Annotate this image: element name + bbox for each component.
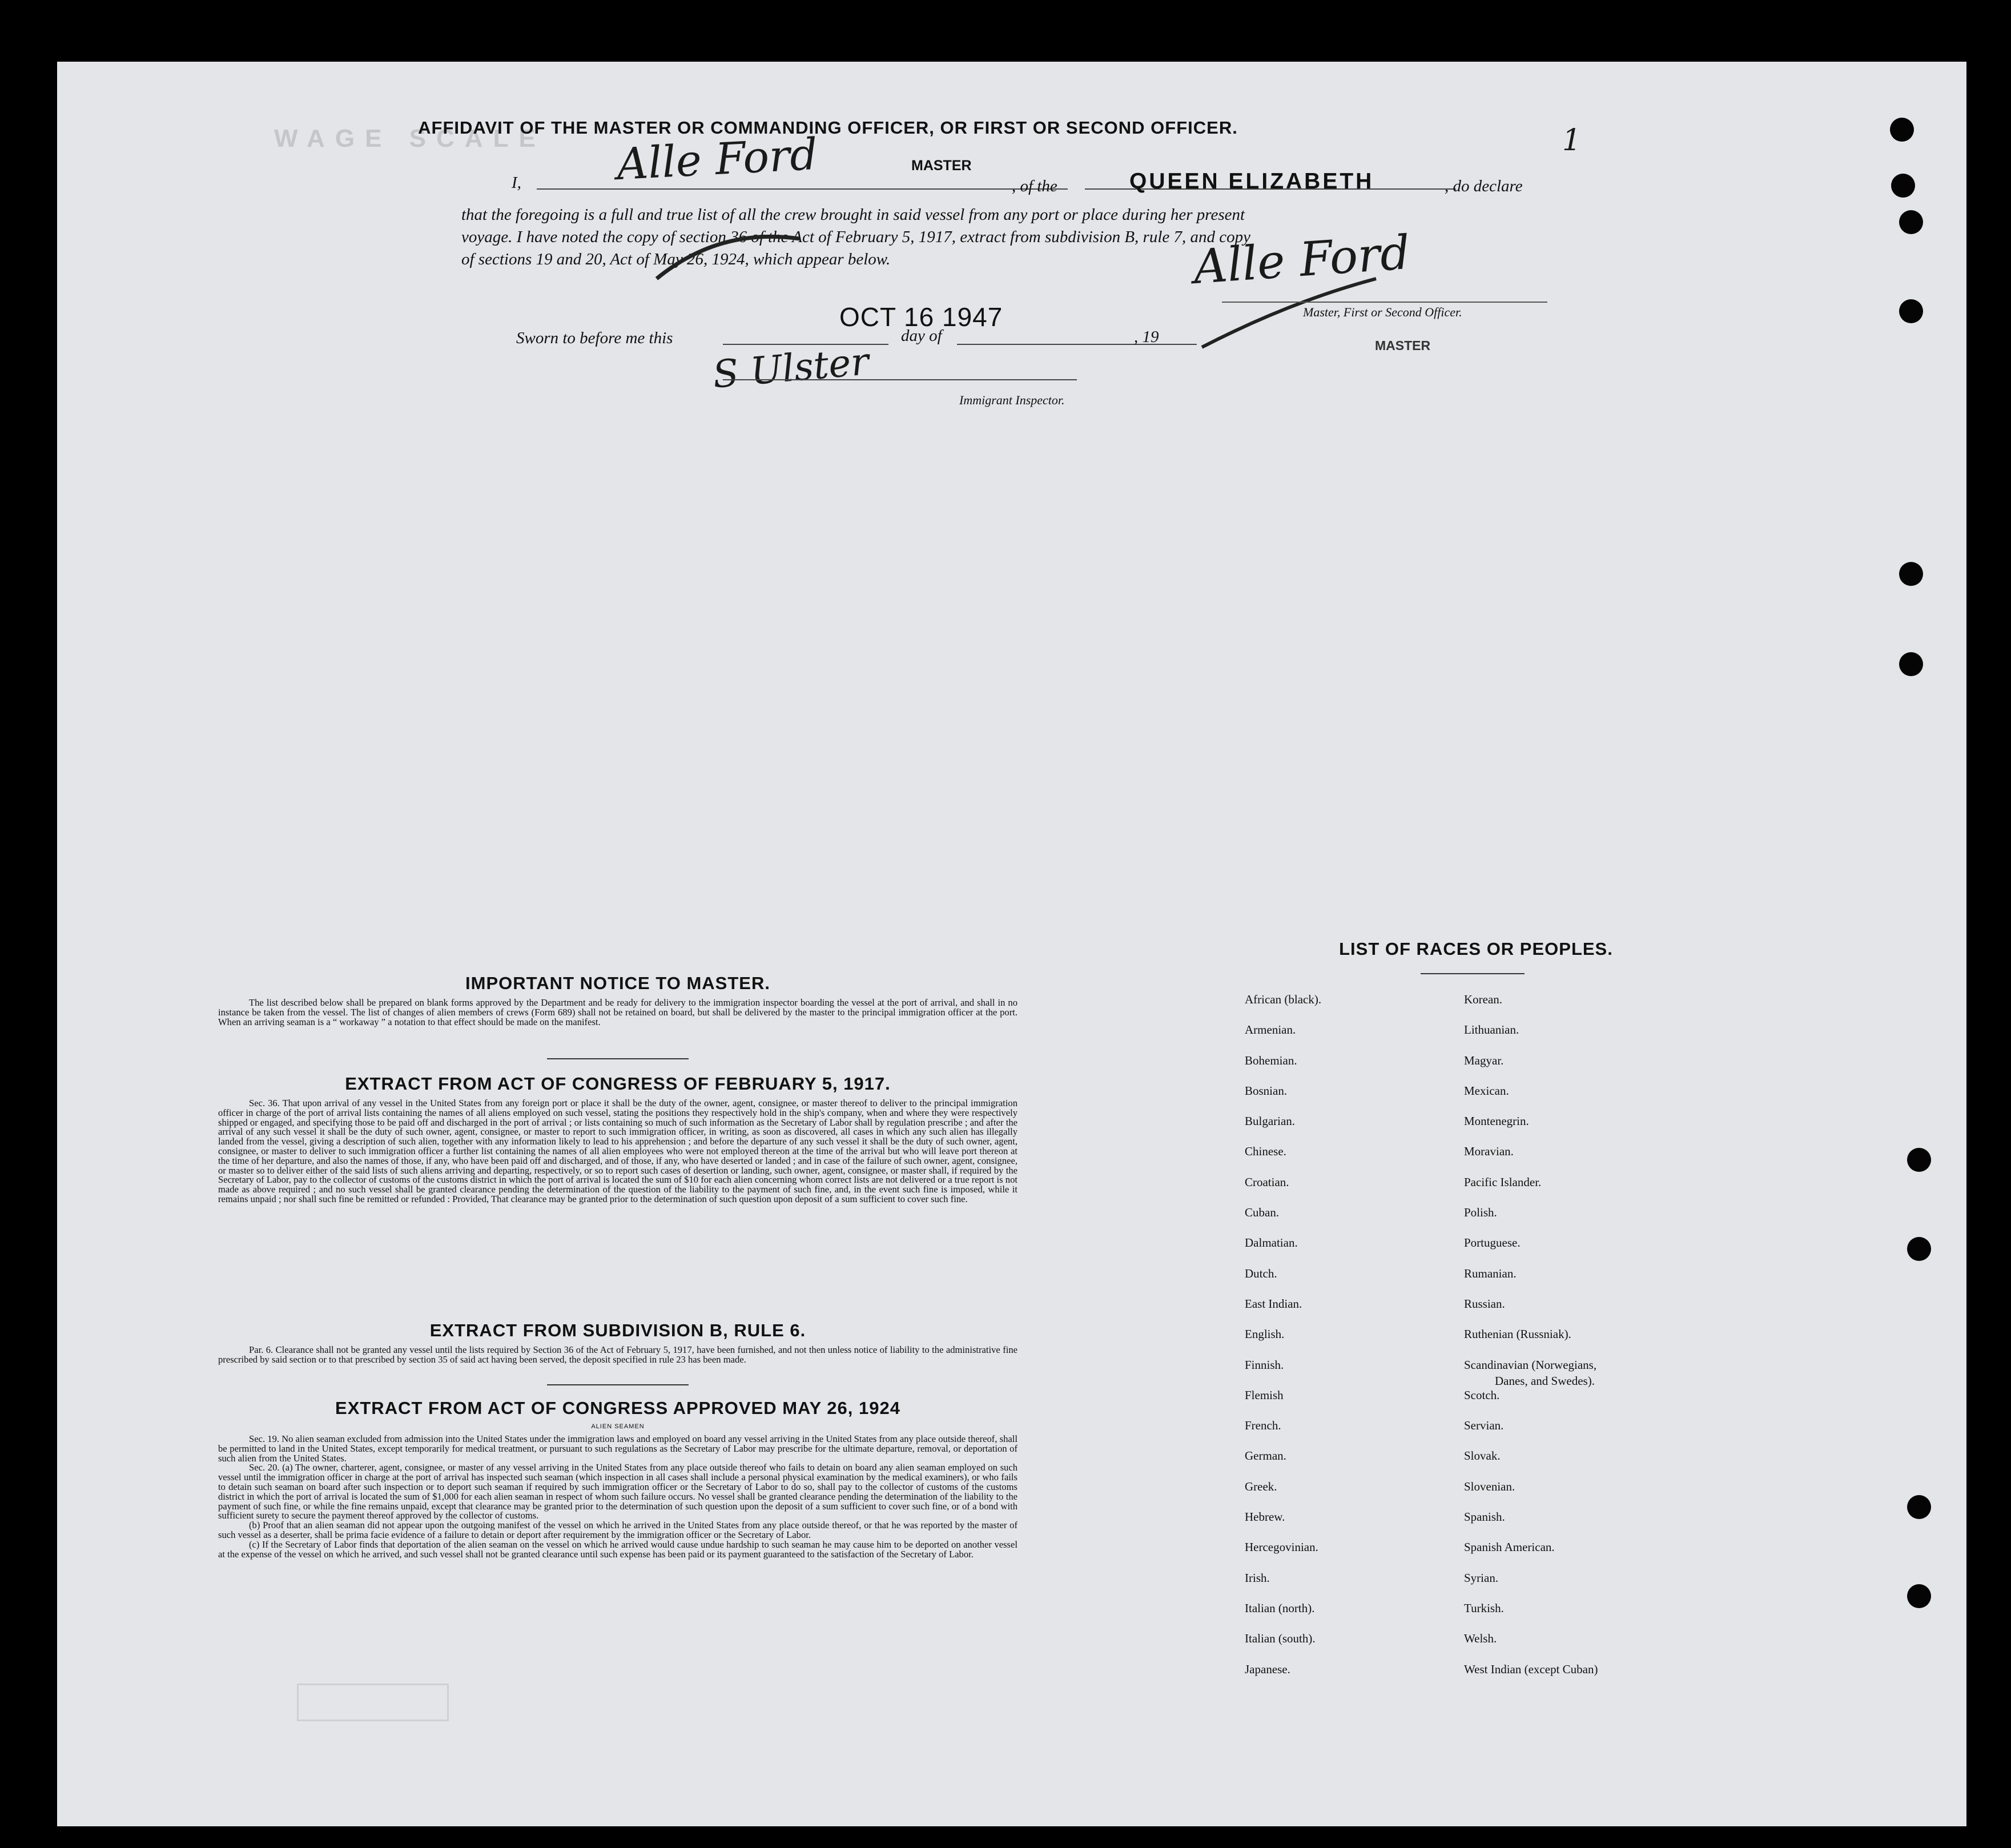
inspector-signature: S Ulster [711,339,871,397]
race-item: Polish. [1464,1206,1497,1220]
race-item: Servian. [1464,1419,1504,1433]
extract-1917-title: EXTRACT FROM ACT OF CONGRESS OF FEBRUARY 5, 1917. [345,1074,891,1094]
affidavit-line-3: voyage. I have noted the copy of section 36 of the Act of February 5, 1917, extract from subdivision B, rule 7, and copy [461,228,1251,246]
race-item: Lithuanian. [1464,1023,1519,1037]
punch-hole [1907,1237,1931,1261]
punch-hole [1907,1148,1931,1172]
race-item: Montenegrin. [1464,1114,1529,1128]
vessel-name: QUEEN ELIZABETH [1129,169,1374,194]
race-item: French. [1245,1419,1281,1433]
race-item: Italian (south). [1245,1632,1316,1646]
document-page [57,62,1966,1826]
year-label: , 19 [1134,328,1159,346]
month-underline [957,344,1197,345]
races-column-2 [1464,985,1598,1685]
sec-20c-text: (c) If the Secretary of Labor finds that deportation of the alien seaman on the vessel on which he arrived would cause undue hardship to such seaman he may cause him to be deported on another vessel at the expense of the vessel on which he arrived, and such vessel shall not be granted clearance until such expense has been paid or its payment guaranteed to the satisfaction of the Secretary of Labor. [218,1538,1017,1560]
race-item: Scotch. [1464,1388,1500,1402]
officer-name-signature: Alle Ford [615,128,819,190]
race-item: Bosnian. [1245,1083,1288,1098]
race-item: Cuban. [1245,1206,1280,1220]
show-through-mark: WAGE SCALE [274,124,546,152]
race-item: Spanish. [1464,1510,1505,1524]
race-item: East Indian. [1245,1296,1302,1311]
inspector-line [723,379,1077,380]
race-item: Turkish. [1464,1601,1504,1615]
race-item: Flemish [1245,1388,1284,1402]
race-item: Irish. [1245,1570,1270,1585]
race-item: Dutch. [1245,1266,1277,1280]
extract-1924-subtitle: ALIEN SEAMEN [591,1423,645,1430]
of-the-label: , of the [1012,177,1057,195]
race-item: Dalmatian. [1245,1236,1298,1250]
race-item: Slovak. [1464,1449,1501,1463]
affidavit-line-4: of sections 19 and 20, Act of May 26, 1924, which appear below. [461,250,891,268]
race-item: Bohemian. [1245,1053,1297,1067]
race-item: Hebrew. [1245,1510,1285,1524]
show-through-stamp [297,1684,449,1721]
race-item: Korean. [1464,993,1503,1006]
race-item: German. [1245,1449,1286,1463]
notice-text: The list described below shall be prepared on blank forms approved by the Department and be ready for delivery to the immigration inspector boarding the vessel at the port of arrival, and shall in no instance be taken from the vessel. The list of changes of alien members of crews (Form 689) shall not be retained on board, but shall be delivered by the master to the principal immigration officer at the port. When an arriving seaman is a “ workaway ” a notation to that effect should be made on the manifest. [218,997,1017,1027]
day-of-label: day of [901,327,942,345]
race-item: Scandinavian (Norwegians, [1464,1357,1597,1372]
signature-strokes [617,164,1450,359]
race-item: Rumanian. [1464,1266,1517,1280]
affidavit-title: AFFIDAVIT OF THE MASTER OR COMMANDING OFFICER, OR FIRST OR SECOND OFFICER. [418,118,1238,138]
master-signature: Alle Ford [1192,225,1412,295]
race-item: African (black). [1245,993,1322,1006]
extract-1917-text: Sec. 36. That upon arrival of any vessel in the United States from any foreign port or place it shall be the duty of the owner, agent, consignee, or master thereof to deliver to the principal immigration officer in charge of the port of arrival lists containing the names of all aliens employed on such vessel, stating the positions they respectively hold in the ship's company, when and where they were respectively shipped or engaged, and specifying those to be paid off and discharged in the port of arrival ; or lists containing so much of such information as the Secretary of Labor shall by regulation prescribe ; and after the arrival of any such vessel it shall be the duty of such owner, agent, consignee, or master to report to such immigration officer, in writing, as soon as discovered, all cases in which any such alien has illegally landed from the vessel, giving a description of such alien, together with any information likely to lead to his apprehension ; and before the departure of any such vessel it shall be the duty of such owner, agent, consignee, or master to deliver to such immigration officer a further list containing the names of all alien employees who were not employed thereon at the time of the arrival but who will leave port thereon at the time of her departure, and also the names of those, if any, who have been paid off and discharged, and of those, if any, who have deserted or landed ; and in case of the failure of such owner, agent, consignee, or master so to deliver either of the said lists of such aliens arriving and departing, respectively, or so to report such cases of desertion or landing, such owner, agent, consignee, or master shall, if required by the Secretary of Labor, pay to the collector of customs of the customs district in which the port of arrival is located the sum of $10 for each alien concerning whom correct lists are not delivered or a true report is not made as above required ; and no such vessel shall be granted clearance pending the determination of the question of the liability to the payment of such fine, and, in the event such fine is imposed, while it remains unpaid ; nor shall such fine be remitted or refunded : Provided, That clearance may be granted prior to the determination of such question upon deposit of a sum sufficient to cover such fine. [218,1098,1017,1204]
sec-19-text: Sec. 19. No alien seaman excluded from admission into the United States under the immigration laws and employed on board any vessel arriving in the United States from any place outside thereof, shall be permitted to land in the United States, except temporarily for medical treatment, or pursuant to such regulations as the Secretary of Labor may prescribe for the ultimate departure, removal, or deportation of such alien from the United States. [218,1433,1017,1464]
inspector-caption: Immigrant Inspector. [959,393,1065,407]
sec-20b-text: (b) Proof that an alien seaman did not appear upon the outgoing manifest of the vessel on which he arrived in the United States from any place outside thereof, or that he was reported by the master of such vessel as a deserter, shall be prima facie evidence of a failure to detain or deport after requirement by the immigration officer or the Secretary of Labor. [218,1520,1017,1540]
rule-6-title: EXTRACT FROM SUBDIVISION B, RULE 6. [429,1320,806,1340]
race-item: Hercegovinian. [1245,1540,1318,1554]
master-signature-line [1222,302,1547,303]
punch-hole [1899,652,1923,676]
race-item: Portuguese. [1464,1236,1521,1250]
race-item: Armenian. [1245,1023,1296,1037]
rule-6-text: Par. 6. Clearance shall not be granted any vessel until the lists required by Section 36 of the Act of February 5, 1917, have been furnished, and not then unless notice of liability to the administrative fine prescribed by said section or to that prescribed by section 35 of said act having been served, the deposit specified in rule 23 has been made. [218,1344,1017,1365]
race-item: Welsh. [1464,1632,1497,1646]
race-item: Moravian. [1464,1144,1514,1159]
affidavit-line-2: that the foregoing is a full and true list of all the crew brought in said vessel from any port or place during her present [461,206,1245,224]
punch-hole [1899,299,1923,323]
race-item: English. [1245,1327,1285,1341]
race-item: Pacific Islander. [1464,1175,1542,1189]
rank-stamp: MASTER [911,158,972,174]
races-column-1 [1245,985,1321,1685]
race-item: Croatian. [1245,1175,1289,1189]
page-number: 1 [1562,123,1582,158]
punch-hole [1907,1584,1931,1608]
master-caption: Master, First or Second Officer. [1303,305,1462,319]
punch-hole [1907,1495,1931,1519]
race-item: Greek. [1245,1479,1277,1493]
extract-1924-title: EXTRACT FROM ACT OF CONGRESS APPROVED MAY 26, 1924 [335,1398,900,1418]
race-item: Finnish. [1245,1357,1284,1372]
sec-20a-text: Sec. 20. (a) The owner, charterer, agent, consignee, or master of any vessel arriving in the United States from any place outside thereof who fails to detain on board any alien seaman employed on such vessel until the immigration officer in charge at the port of arrival has inspected such seaman (which inspection in all cases shall include a personal physical examination by the medical examiners), or who fails to detain such seaman on board after such inspection or to deport such seaman if required by such immigration officer or the Secretary of Labor to do so, shall pay to the collector of customs of the customs district in which the port of arrival is located the sum of $1,000 for each alien seaman in respect of whom such failure occurs. No vessel shall be granted clearance pending the determination of the liability to the payment of such fine, or while the fine remains unpaid, except that clearance may be granted prior to the determination of such question upon the deposit of a sum sufficient to cover such fine, or of a bond with sufficient surety to secure the payment thereof approved by the collector of customs. [218,1462,1017,1521]
notice-title: IMPORTANT NOTICE TO MASTER. [465,973,770,993]
race-item: Bulgarian. [1245,1114,1296,1128]
divider-2 [547,1384,689,1385]
punch-hole [1890,118,1914,142]
race-item: Slovenian. [1464,1479,1515,1493]
punch-hole [1899,562,1923,586]
affidavit-i: I, [512,174,521,192]
race-item: Chinese. [1245,1144,1286,1159]
race-item-continuation: Danes, and Swedes). [1495,1374,1595,1388]
race-item: Magyar. [1464,1053,1504,1067]
date-stamp: OCT 16 1947 [839,302,1003,332]
extract-1924-body [218,1435,1017,1559]
race-item: Mexican. [1464,1083,1509,1098]
divider-1 [547,1058,689,1059]
race-item: Ruthenian (Russniak). [1464,1327,1571,1341]
races-title: LIST OF RACES OR PEOPLES. [1339,939,1613,959]
do-declare-label: , do declare [1445,177,1523,195]
punch-hole [1891,174,1915,198]
race-item: Japanese. [1245,1662,1290,1676]
race-item: West Indian (except Cuban) [1464,1662,1598,1676]
master-stamp: MASTER [1375,338,1431,353]
race-item: Italian (north). [1245,1601,1315,1615]
punch-hole [1899,210,1923,234]
race-item: Russian. [1464,1296,1505,1311]
sworn-label: Sworn to before me this [516,329,673,347]
races-title-rule [1421,973,1525,974]
race-item: Syrian. [1464,1570,1499,1585]
race-item: Spanish American. [1464,1540,1555,1554]
